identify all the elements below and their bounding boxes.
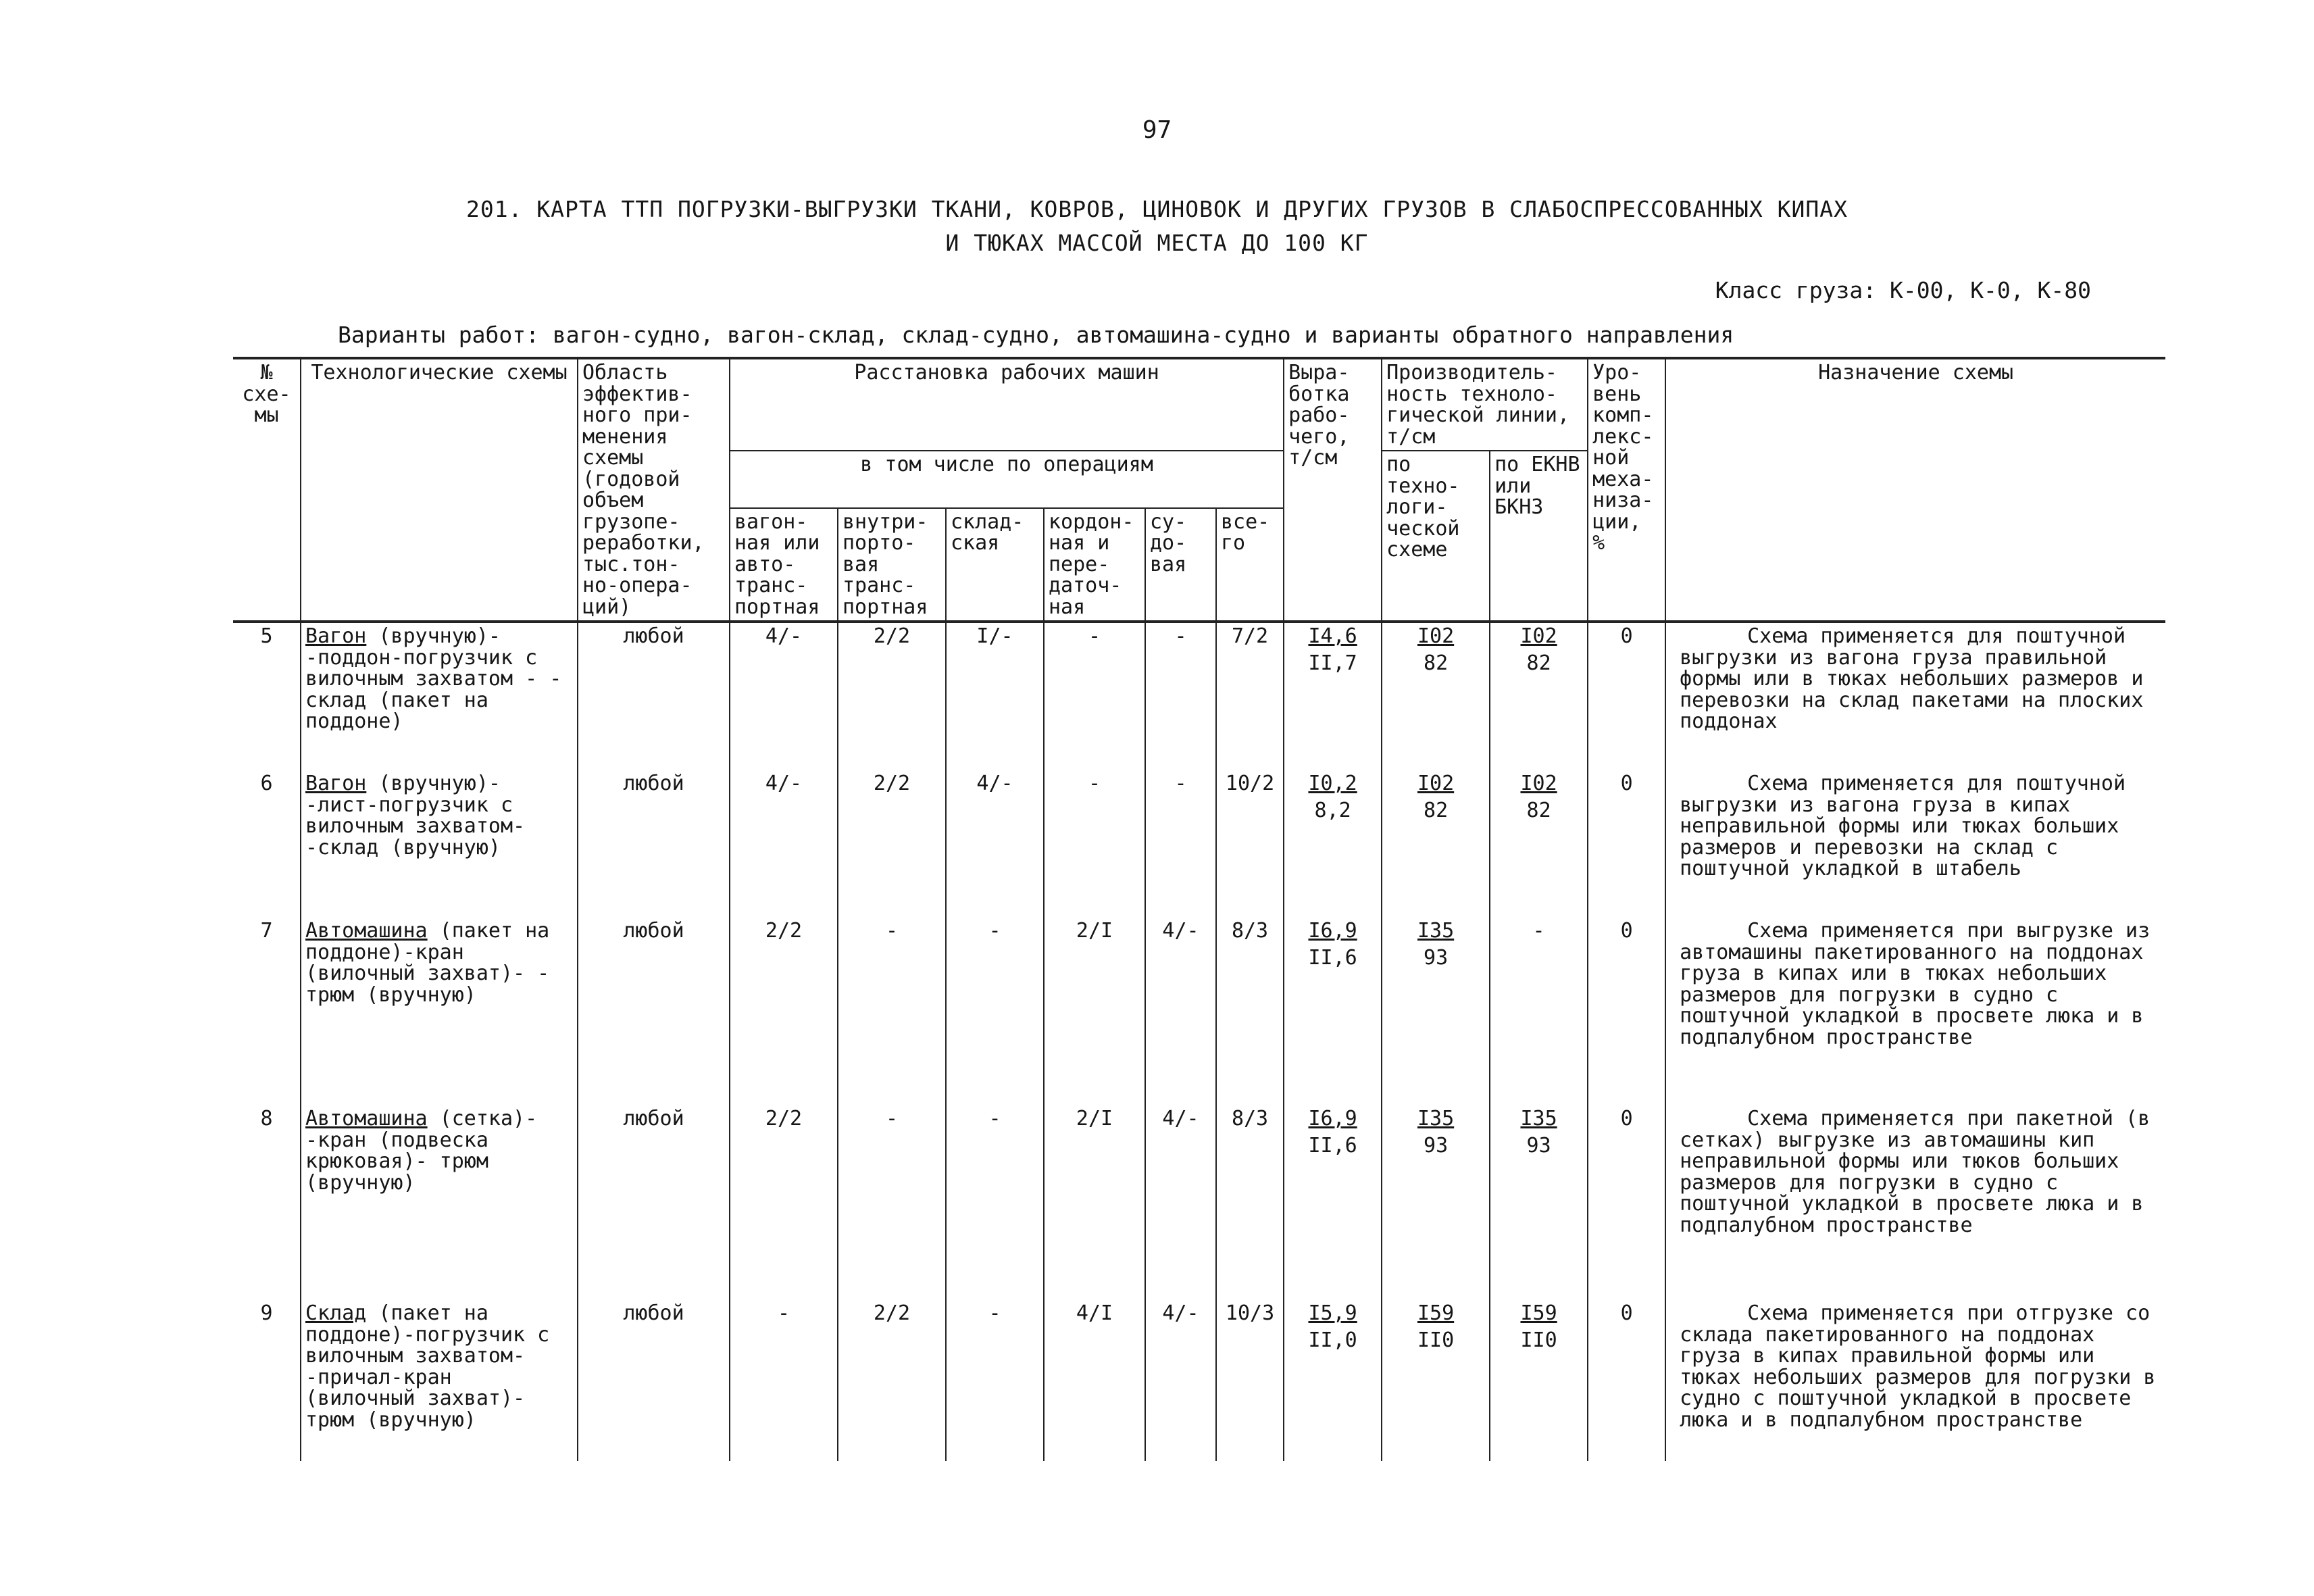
fraction-value <box>1308 1303 1357 1351</box>
cell-worker-output <box>1284 622 1382 770</box>
cell-worker-output <box>1284 770 1382 918</box>
cell-op-cordon: 2/I <box>1044 918 1145 1105</box>
cell-op-wagon: - <box>730 1300 838 1461</box>
cell-prod-by-scheme <box>1382 770 1490 918</box>
cell-op-warehouse: I/- <box>946 622 1044 770</box>
fraction-denominator: 93 <box>1526 1133 1551 1157</box>
cell-scheme-number: 7 <box>233 918 301 1105</box>
cell-mechanization-level: 0 <box>1588 1300 1665 1461</box>
cell-op-warehouse: - <box>946 918 1044 1105</box>
fraction-value <box>1417 773 1454 821</box>
fraction-numerator: I35 <box>1417 919 1455 943</box>
fraction-numerator: I02 <box>1417 624 1455 648</box>
header-tech-schemes: Технологические схемы <box>301 358 578 622</box>
cell-op-cordon: - <box>1044 770 1145 918</box>
header-scheme-purpose: Назначение схемы <box>1665 358 2165 622</box>
table-row <box>233 770 2165 918</box>
header-op-cordon: кордон- ная и пере- даточ- ная <box>1044 508 1145 622</box>
fraction-value <box>1417 626 1454 674</box>
header-line-productivity: Производитель- ность техноло- гической линии, т/см <box>1382 358 1588 451</box>
scheme-description: (вручную)- -поддон-погрузчик с вилочным захватом - - склад (пакет на поддоне) <box>305 624 562 733</box>
cell-op-wagon: 4/- <box>730 622 838 770</box>
header-op-ship: су- до- вая <box>1145 508 1216 622</box>
cell-prod-by-eknv <box>1490 1300 1588 1461</box>
cell-prod-by-eknv <box>1490 770 1588 918</box>
cell-op-intraport: - <box>838 918 946 1105</box>
fraction-value <box>1417 1303 1454 1351</box>
cell-op-ship: - <box>1145 770 1216 918</box>
cell-mechanization-level: 0 <box>1588 1105 1665 1300</box>
cell-op-total: 10/2 <box>1216 770 1284 918</box>
cell-prod-by-eknv <box>1490 1105 1588 1300</box>
cell-op-total: 8/3 <box>1216 918 1284 1105</box>
cell-tech-scheme <box>301 622 578 770</box>
cell-tech-scheme <box>301 918 578 1105</box>
cell-worker-output <box>1284 1105 1382 1300</box>
fraction-denominator: II,7 <box>1308 651 1357 675</box>
fraction-value <box>1308 626 1357 674</box>
cell-op-intraport: 2/2 <box>838 770 946 918</box>
fraction-numerator: I59 <box>1417 1301 1455 1325</box>
cell-prod-by-scheme <box>1382 1105 1490 1300</box>
cell-scheme-number: 9 <box>233 1300 301 1461</box>
scheme-start-point: Вагон <box>305 624 367 648</box>
document-title-line-1: 201. КАРТА ТТП ПОГРУЗКИ-ВЫГРУЗКИ ТКАНИ, КОВРОВ, ЦИНОВОК И ДРУГИХ ГРУЗОВ В СЛАБОСПРЕССОВАННЫХ КИПАХ <box>466 196 1848 222</box>
ttp-table <box>233 357 2165 1461</box>
header-application-area: Область эффектив- ного при- менения схемы (годовой объем грузопе- реработки, тыс.тон- но-опера- ций) <box>578 358 730 622</box>
fraction-value <box>1308 773 1357 821</box>
fraction-numerator: I4,6 <box>1308 624 1357 648</box>
fraction-numerator: I35 <box>1417 1107 1455 1130</box>
table-row <box>233 1300 2165 1461</box>
header-by-eknv: по ЕКНВ или БКНЗ <box>1490 451 1588 622</box>
cell-op-total: 8/3 <box>1216 1105 1284 1300</box>
header-by-tech-scheme: по техно- логи- ческой схеме <box>1382 451 1490 622</box>
cell-op-cordon: 2/I <box>1044 1105 1145 1300</box>
cargo-class: Класс груза: К-00, К-0, К-80 <box>1715 277 2091 303</box>
cell-op-ship: 4/- <box>1145 1300 1216 1461</box>
header-op-warehouse: склад- ская <box>946 508 1044 622</box>
fraction-value <box>1520 773 1557 821</box>
fraction-numerator: I6,9 <box>1308 919 1357 943</box>
fraction-denominator: II,6 <box>1308 945 1357 970</box>
cell-op-cordon: - <box>1044 622 1145 770</box>
header-scheme-number: № схе- мы <box>233 358 301 622</box>
scheme-description: (сетка)- -кран (подвеска крюковая)- трюм (вручную) <box>305 1107 538 1195</box>
cell-application-area: любой <box>578 918 730 1105</box>
document-title-line-2: И ТЮКАХ МАССОЙ МЕСТА ДО 100 КГ <box>945 230 1369 256</box>
page-number: 97 <box>1142 116 1172 144</box>
cell-application-area: любой <box>578 622 730 770</box>
cell-op-ship: 4/- <box>1145 1105 1216 1300</box>
fraction-numerator: I02 <box>1520 624 1557 648</box>
header-op-wagon: вагон- ная или авто- транс- портная <box>730 508 838 622</box>
cell-op-ship: 4/- <box>1145 918 1216 1105</box>
cell-op-warehouse: 4/- <box>946 770 1044 918</box>
fraction-numerator: I6,9 <box>1308 1107 1357 1130</box>
fraction-value <box>1308 1108 1357 1156</box>
cell-mechanization-level: 0 <box>1588 918 1665 1105</box>
scheme-start-point: Вагон <box>305 772 367 795</box>
cell-scheme-purpose: Схема применяется при отгрузке со склада пакетированного на поддонах груза в кипах правильной формы или тюках небольших размеров для погрузки в судно с поштучной укладкой в просвете люка и в подпалубном пространстве <box>1680 1301 2156 1432</box>
scheme-start-point: Автомашина <box>305 919 428 943</box>
cell-prod-by-eknv: - <box>1490 918 1588 1105</box>
scheme-start-point: Автомашина <box>305 1107 428 1130</box>
fraction-numerator: I0,2 <box>1308 772 1357 795</box>
scheme-start-point: Склад <box>305 1301 367 1325</box>
cell-op-intraport: 2/2 <box>838 1300 946 1461</box>
fraction-denominator: 82 <box>1526 798 1551 822</box>
table-row <box>233 622 2165 770</box>
cell-op-intraport: 2/2 <box>838 622 946 770</box>
header-op-intraport: внутри- порто- вая транс- портная <box>838 508 946 622</box>
fraction-value <box>1520 1108 1557 1156</box>
cell-op-total: 10/3 <box>1216 1300 1284 1461</box>
table-row <box>233 1105 2165 1300</box>
cell-scheme-purpose: Схема применяется для поштучной выгрузки из вагона груза в кипах неправильной формы или тюках больших размеров и перевозки на склад с поштучной укладкой в штабель <box>1680 772 2126 880</box>
fraction-denominator: 82 <box>1526 651 1551 675</box>
cell-application-area: любой <box>578 1300 730 1461</box>
cell-tech-scheme <box>301 770 578 918</box>
cell-worker-output <box>1284 1300 1382 1461</box>
scheme-description: (пакет на поддоне)-погрузчик с вилочным захватом- -причал-кран (вилочный захват)-трюм (вручную) <box>305 1301 550 1432</box>
cell-prod-by-scheme <box>1382 1300 1490 1461</box>
table-row <box>233 918 2165 1105</box>
cell-scheme-number: 6 <box>233 770 301 918</box>
cell-mechanization-level: 0 <box>1588 770 1665 918</box>
fraction-denominator: II,0 <box>1308 1328 1357 1352</box>
cell-op-cordon: 4/I <box>1044 1300 1145 1461</box>
fraction-denominator: 8,2 <box>1314 798 1351 822</box>
fraction-value <box>1520 1303 1557 1351</box>
cell-scheme-purpose: Схема применяется для поштучной выгрузки из вагона груза правильной формы или в тюках небольших размеров и перевозки на склад пакетами на плоских поддонах <box>1680 624 2144 733</box>
fraction-denominator: 82 <box>1424 798 1449 822</box>
cell-op-wagon: 2/2 <box>730 1105 838 1300</box>
cell-tech-scheme <box>301 1300 578 1461</box>
fraction-denominator: 93 <box>1424 945 1449 970</box>
fraction-denominator: 93 <box>1424 1133 1449 1157</box>
fraction-numerator: I35 <box>1520 1107 1557 1130</box>
cell-op-wagon: 4/- <box>730 770 838 918</box>
cell-scheme-purpose: Схема применяется при выгрузке из автомашины пакетированного на поддонах груза в кипах или в тюках небольших размеров для погрузки в судно с поштучной укладкой в просвете люка и в подпалубном пространстве <box>1680 919 2150 1049</box>
header-worker-output: Выра- ботка рабо- чего, т/см <box>1284 358 1382 622</box>
fraction-numerator: I02 <box>1520 772 1557 795</box>
cell-op-intraport: - <box>838 1105 946 1300</box>
cell-op-wagon: 2/2 <box>730 918 838 1105</box>
scheme-description: (вручную)- -лист-погрузчик с вилочным захватом- -склад (вручную) <box>305 772 526 859</box>
fraction-value <box>1308 920 1357 968</box>
cell-op-warehouse: - <box>946 1300 1044 1461</box>
scheme-description: (пакет на поддоне)-кран (вилочный захват)- - трюм (вручную) <box>305 919 550 1007</box>
cell-scheme-number: 8 <box>233 1105 301 1300</box>
fraction-value <box>1417 1108 1454 1156</box>
cell-application-area: любой <box>578 1105 730 1300</box>
cell-op-total: 7/2 <box>1216 622 1284 770</box>
fraction-numerator: I02 <box>1417 772 1455 795</box>
cell-scheme-number: 5 <box>233 622 301 770</box>
cell-prod-by-scheme <box>1382 918 1490 1105</box>
fraction-value <box>1520 626 1557 674</box>
header-machine-placement: Расстановка рабочих машин <box>730 358 1284 451</box>
fraction-numerator: I5,9 <box>1308 1301 1357 1325</box>
cell-worker-output <box>1284 918 1382 1105</box>
header-op-total: все- го <box>1216 508 1284 622</box>
cell-op-warehouse: - <box>946 1105 1044 1300</box>
header-mechanization-level: Уро- вень комп- лекс- ной меха- низа- ции, % <box>1588 358 1665 622</box>
fraction-denominator: II0 <box>1520 1328 1557 1352</box>
fraction-denominator: 82 <box>1424 651 1449 675</box>
work-variants: Варианты работ: вагон-судно, вагон-склад, склад-судно, автомашина-судно и варианты обратного направления <box>338 322 1734 348</box>
header-by-operations: в том числе по операциям <box>730 451 1284 508</box>
cell-mechanization-level: 0 <box>1588 622 1665 770</box>
table-body <box>233 622 2165 1461</box>
cell-prod-by-eknv <box>1490 622 1588 770</box>
cell-scheme-purpose: Схема применяется при пакетной (в сетках) выгрузке из автомашины кип неправильной формы или тюков больших размеров для погрузки в судно с поштучной укладкой в просвете люка и в подпалубном пространстве <box>1680 1107 2150 1237</box>
fraction-value <box>1417 920 1454 968</box>
cell-tech-scheme <box>301 1105 578 1300</box>
fraction-numerator: I59 <box>1520 1301 1557 1325</box>
cell-op-ship: - <box>1145 622 1216 770</box>
fraction-denominator: II,6 <box>1308 1133 1357 1157</box>
cell-application-area: любой <box>578 770 730 918</box>
fraction-denominator: II0 <box>1417 1328 1455 1352</box>
cell-prod-by-scheme <box>1382 622 1490 770</box>
